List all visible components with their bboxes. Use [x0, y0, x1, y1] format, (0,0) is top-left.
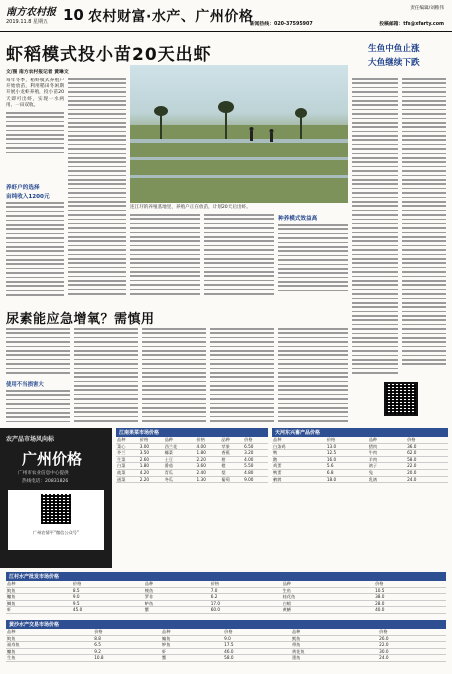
table-row	[6, 642, 446, 649]
table-cell: 鲈鱼	[144, 600, 210, 607]
table-cell: 品种	[6, 581, 72, 587]
table-cell: 12.5	[326, 450, 368, 457]
table-cell: 香蕉	[220, 450, 243, 457]
table-cell: 40.0	[374, 607, 446, 614]
table-cell: 柑	[220, 456, 243, 463]
main-photo	[130, 65, 348, 203]
main-story-column-3	[130, 214, 200, 300]
table-cell: 猪肉	[368, 443, 406, 450]
table-row	[6, 594, 446, 601]
table-cell: 10.8	[93, 655, 161, 662]
table-cell: 价格	[210, 581, 282, 587]
section-title: 农村财富·水产、广州价格	[88, 9, 254, 25]
table-cell: 品种	[164, 437, 196, 443]
table-cell: 30.0	[378, 648, 446, 655]
side-story-column-2	[402, 78, 446, 378]
table-cell: 白鲳	[282, 600, 375, 607]
table-row	[272, 463, 448, 470]
table-cell: 9.00	[243, 476, 268, 483]
table-cell: 品种	[282, 581, 375, 587]
market-table-2-title: 天河东兴畜产品价格	[272, 428, 448, 437]
side-story-column-1	[352, 78, 398, 388]
table-cell: 9.2	[93, 648, 161, 655]
table-cell: 价格	[243, 437, 268, 443]
page-number: 10	[63, 6, 84, 24]
table-row	[6, 648, 446, 655]
table-cell: 3.20	[243, 450, 268, 457]
table-cell: 鹌鹑	[272, 476, 326, 483]
table-cell: 乳鸽	[368, 476, 406, 483]
table-cell: 28.0	[374, 600, 446, 607]
table-cell: 鲩鱼	[6, 635, 93, 642]
table-cell: 芥兰	[116, 450, 139, 457]
table-cell: 10.5	[374, 587, 446, 594]
main-story-lede: 每年冬季，稻虾模式养殖户开始放苗，利用稻田冬闲期开展小龙虾养殖，投小苗20天即可出虾，实现一水两用、一田双收。	[6, 78, 64, 108]
table-cell: 青瓜	[164, 469, 196, 476]
table-cell: 品种	[144, 581, 210, 587]
table-cell: 梨	[220, 469, 243, 476]
table-cell: 白条鸡	[272, 443, 326, 450]
table-cell: 黄花鱼	[291, 648, 378, 655]
table-row	[272, 450, 448, 457]
price-panel-label: 农产品市场风向标	[6, 436, 55, 443]
table-cell: 福寿鱼	[6, 642, 93, 649]
table-cell: 葡萄	[220, 476, 243, 483]
table-cell: 7.0	[210, 587, 282, 594]
table-cell: 46.0	[223, 648, 291, 655]
table-cell: 品种	[116, 437, 139, 443]
table-cell: 菜心	[116, 443, 139, 450]
price-panel-source: 广州市农业信息中心提供	[18, 471, 69, 476]
main-story-column-2	[68, 78, 126, 300]
table-cell: 椰菜	[164, 450, 196, 457]
second-headline: 尿素能应急增氧？需慎用	[6, 312, 155, 327]
table-row	[272, 476, 448, 483]
market-table-4-grid	[6, 629, 446, 662]
price-qr-code-icon	[41, 494, 71, 524]
farm-field-illustration	[130, 65, 348, 203]
table-cell: 冬瓜	[164, 476, 196, 483]
table-cell: 16.0	[326, 456, 368, 463]
table-cell: 品种	[161, 629, 223, 635]
market-table-1-grid	[116, 437, 268, 483]
table-cell: 17.0	[210, 600, 282, 607]
table-cell: 牛肉	[368, 450, 406, 457]
table-cell: 鲮鱼	[144, 587, 210, 594]
table-cell: 4.20	[139, 469, 164, 476]
table-cell: 虾	[161, 648, 223, 655]
main-story-column-4	[204, 214, 274, 300]
table-cell: 鲩鱼	[6, 587, 72, 594]
table-cell: 价格	[406, 437, 448, 443]
table-cell: 罗非	[144, 594, 210, 601]
market-table-3	[6, 572, 446, 614]
second-story-column-4	[210, 328, 274, 424]
masthead	[0, 0, 452, 32]
table-cell: 橙	[220, 463, 243, 470]
table-cell: 鸡蛋	[272, 463, 326, 470]
table-cell: 4.00	[196, 443, 221, 450]
table-cell: 鸭	[272, 450, 326, 457]
table-cell: 9.5	[72, 600, 144, 607]
market-table-1-title: 江南果菜市场价格	[116, 428, 268, 437]
second-story-column-1b	[6, 390, 70, 424]
table-row	[116, 443, 268, 450]
table-cell: 13.0	[326, 443, 368, 450]
editor-line: 责任编辑/刘稚伟	[410, 6, 444, 11]
table-cell: 蟹	[161, 655, 223, 662]
table-cell: 3.60	[196, 463, 221, 470]
table-cell: 白菜	[116, 463, 139, 470]
table-cell: 8.5	[72, 587, 144, 594]
table-cell: 2.40	[196, 469, 221, 476]
submission-email: 投稿邮箱：tfs@xfarty.com	[379, 22, 444, 27]
table-cell: 17.5	[223, 642, 291, 649]
table-cell: 虾	[6, 607, 72, 614]
main-headline: 虾稻模式投小苗20天出虾	[6, 45, 212, 65]
table-cell: 4.00	[243, 456, 268, 463]
table-cell: 品种	[220, 437, 243, 443]
table-cell: 45.0	[72, 607, 144, 614]
table-cell: 生菜	[116, 456, 139, 463]
table-cell: 价格	[93, 629, 161, 635]
table-cell: 2.20	[196, 456, 221, 463]
table-cell: 8.8	[93, 635, 161, 642]
table-cell: 鲫鱼	[6, 600, 72, 607]
market-table-4	[6, 620, 446, 662]
photo-caption: 连江圩的养殖基地里，养殖户正在放苗，计划20天后出虾。	[130, 205, 251, 210]
table-cell: 3.00	[139, 443, 164, 450]
second-story-column-5	[278, 328, 348, 424]
table-row	[6, 655, 446, 662]
table-cell: 黄鳝	[282, 607, 375, 614]
table-cell: 价格	[223, 629, 291, 635]
hotline: 新闻热线：020-37595907	[250, 22, 313, 27]
table-cell: 9.0	[72, 594, 144, 601]
table-cell: 22.0	[378, 642, 446, 649]
price-panel	[0, 428, 112, 568]
table-cell: 价格	[374, 581, 446, 587]
second-story-column-1	[6, 328, 70, 376]
table-cell: 鸽子	[368, 463, 406, 470]
table-cell: 价格	[139, 437, 164, 443]
main-story-column-1b	[6, 202, 64, 300]
table-cell: 5.50	[243, 463, 268, 470]
table-cell: 18.0	[326, 476, 368, 483]
table-cell: 西兰花	[164, 443, 196, 450]
table-cell: 58.0	[223, 655, 291, 662]
table-cell: 墨鱼	[291, 655, 378, 662]
side-headline-1: 生鱼中鱼止涨	[368, 44, 420, 54]
table-row	[116, 463, 268, 470]
table-cell: 生鱼	[282, 587, 375, 594]
table-cell: 价格	[72, 581, 144, 587]
second-story-column-3	[142, 328, 206, 424]
table-row	[6, 607, 446, 614]
subhead-2: 亩纯收入1200元	[6, 194, 50, 200]
price-panel-title: 广州价格	[22, 450, 83, 468]
table-cell: 鱿鱼	[291, 635, 378, 642]
newspaper-logo: 南方农村报	[6, 7, 56, 18]
market-table-3-grid	[6, 581, 446, 614]
price-qr-note: 广州农情平“微信公众号”	[32, 530, 80, 535]
table-cell: 6.2	[210, 594, 282, 601]
table-cell: 羊肉	[368, 456, 406, 463]
table-cell: 1.80	[139, 463, 164, 470]
table-cell: 蟹	[144, 607, 210, 614]
table-cell: 品种	[272, 437, 326, 443]
table-cell: 26.0	[378, 635, 446, 642]
table-cell: 带鱼	[291, 642, 378, 649]
table-row	[116, 450, 268, 457]
table-cell: 22.0	[406, 463, 448, 470]
table-cell: 价格	[196, 437, 221, 443]
table-cell: 鸭蛋	[272, 469, 326, 476]
price-panel-qr-box	[8, 490, 104, 550]
table-cell: 通菜	[116, 476, 139, 483]
second-subhead: 使用不当损害大	[6, 382, 44, 388]
market-table-1	[116, 428, 268, 483]
table-row	[272, 469, 448, 476]
table-cell: 3.50	[139, 450, 164, 457]
table-cell: 2.60	[139, 456, 164, 463]
table-row	[116, 469, 268, 476]
second-story-column-2	[74, 328, 138, 424]
table-cell: 24.0	[406, 476, 448, 483]
market-table-2	[272, 428, 448, 483]
qr-code-icon	[384, 382, 418, 416]
side-headline-2: 大鱼继续下跌	[368, 58, 420, 68]
subhead-3: 种养模式效益高	[278, 216, 318, 222]
table-cell: 苹果	[220, 443, 243, 450]
table-cell: 24.0	[378, 655, 446, 662]
table-cell: 桂花鱼	[282, 594, 375, 601]
main-story-column-1	[6, 78, 64, 180]
table-cell: 鲈鱼	[161, 642, 223, 649]
table-cell: 鳊鱼	[161, 635, 223, 642]
market-table-2-grid	[272, 437, 448, 483]
table-cell: 品种	[291, 629, 378, 635]
table-cell: 番茄	[164, 463, 196, 470]
table-cell: 兔	[368, 469, 406, 476]
table-cell: 价格	[378, 629, 446, 635]
table-cell: 6.8	[326, 469, 368, 476]
issue-date: 2019.11.8 星期五	[6, 19, 49, 25]
table-cell: 9.0	[223, 635, 291, 642]
market-table-3-title: 江村水产批发市场价格	[6, 572, 446, 581]
table-row	[116, 456, 268, 463]
table-row	[272, 443, 448, 450]
table-cell: 鹅	[272, 456, 326, 463]
table-cell: 60.0	[210, 607, 282, 614]
table-cell: 36.0	[406, 443, 448, 450]
table-cell: 品种	[368, 437, 406, 443]
table-cell: 1.30	[196, 476, 221, 483]
table-cell: 58.0	[406, 456, 448, 463]
table-cell: 62.0	[406, 450, 448, 457]
table-cell: 土豆	[164, 456, 196, 463]
table-row	[6, 635, 446, 642]
table-cell: 价格	[326, 437, 368, 443]
table-cell: 菠菜	[116, 469, 139, 476]
table-cell: 鳙鱼	[6, 648, 93, 655]
table-cell: 生鱼	[6, 655, 93, 662]
table-cell: 20.0	[406, 469, 448, 476]
table-row	[272, 456, 448, 463]
table-row	[6, 587, 446, 594]
table-cell: 38.0	[374, 594, 446, 601]
table-cell: 5.6	[326, 463, 368, 470]
table-cell: 品种	[6, 629, 93, 635]
price-panel-hotline: 热线电话：20831826	[22, 479, 69, 484]
table-cell: 2.20	[139, 476, 164, 483]
market-table-4-title: 黄沙水产交易市场价格	[6, 620, 446, 629]
main-story-column-5	[278, 224, 348, 300]
subhead-1: 养虾户的选择	[6, 185, 40, 191]
table-cell: 鳙鱼	[6, 594, 72, 601]
byline: 文/图 南方农村报记者 黄琳文	[6, 70, 69, 75]
table-cell: 6.50	[243, 443, 268, 450]
table-cell: 1.80	[196, 450, 221, 457]
table-row	[6, 600, 446, 607]
table-row	[116, 476, 268, 483]
table-cell: 4.80	[243, 469, 268, 476]
table-cell: 6.5	[93, 642, 161, 649]
